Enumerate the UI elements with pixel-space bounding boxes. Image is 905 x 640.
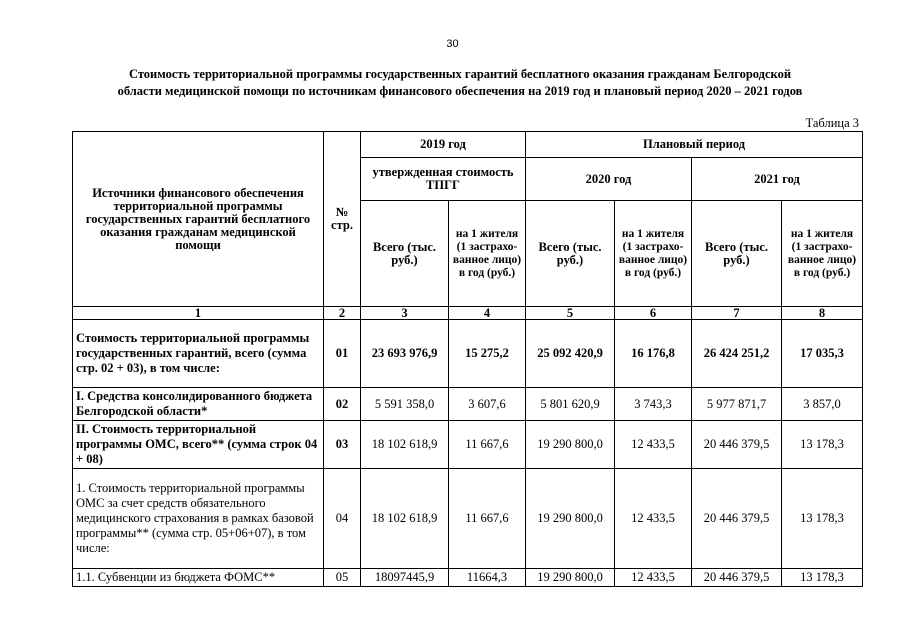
value-2020-per-resident: 12 433,5 <box>615 569 692 587</box>
value-2021-per-resident: 17 035,3 <box>782 320 863 388</box>
value-2019-per-resident: 11 667,6 <box>449 469 526 569</box>
column-number: 2 <box>324 307 361 320</box>
table-caption: Таблица 3 <box>805 116 859 130</box>
value-2019-per-resident: 3 607,6 <box>449 388 526 421</box>
value-2021-total: 20 446 379,5 <box>692 421 782 469</box>
table-row <box>73 320 863 388</box>
header-per-resident-2020: на 1 жителя (1 застрахо-ванное лицо) в год (руб.) <box>615 201 692 307</box>
value-2020-total: 5 801 620,9 <box>526 388 615 421</box>
header-2021: 2021 год <box>692 158 863 201</box>
value-2020-total: 25 092 420,9 <box>526 320 615 388</box>
value-2021-per-resident: 3 857,0 <box>782 388 863 421</box>
header-per-resident-2021: на 1 жителя (1 застрахо-ванное лицо) в год (руб.) <box>782 201 863 307</box>
value-2019-per-resident: 15 275,2 <box>449 320 526 388</box>
header-row-number: № стр. <box>324 132 361 307</box>
column-number: 6 <box>615 307 692 320</box>
value-2019-total: 23 693 976,9 <box>361 320 449 388</box>
value-2020-per-resident: 12 433,5 <box>615 421 692 469</box>
value-2020-per-resident: 3 743,3 <box>615 388 692 421</box>
row-source: II. Стоимость территориальной программы ОМС, всего** (сумма строк 04 + 08) <box>73 421 324 469</box>
value-2019-total: 18 102 618,9 <box>361 421 449 469</box>
table-row <box>73 421 863 469</box>
column-number: 4 <box>449 307 526 320</box>
value-2021-per-resident: 13 178,3 <box>782 569 863 587</box>
column-number: 3 <box>361 307 449 320</box>
header-2020: 2020 год <box>526 158 692 201</box>
header-per-resident-2019: на 1 жителя (1 застрахо-ванное лицо) в год (руб.) <box>449 201 526 307</box>
title-line-2: области медицинской помощи по источникам финансового обеспечения на 2019 год и плановый период 2020 – 2021 годов <box>117 84 803 98</box>
value-2020-total: 19 290 800,0 <box>526 469 615 569</box>
value-2021-total: 20 446 379,5 <box>692 569 782 587</box>
table-row <box>73 388 863 421</box>
value-2021-total: 5 977 871,7 <box>692 388 782 421</box>
column-number: 8 <box>782 307 863 320</box>
header-2019: 2019 год <box>361 132 526 158</box>
value-2021-per-resident: 13 178,3 <box>782 469 863 569</box>
value-2021-total: 20 446 379,5 <box>692 469 782 569</box>
value-2020-total: 19 290 800,0 <box>526 569 615 587</box>
row-source: Стоимость территориальной программы государственных гарантий, всего (сумма стр. 02 + 03), в том числе: <box>73 320 324 388</box>
header-total-2019: Всего (тыс. руб.) <box>361 201 449 307</box>
value-2020-per-resident: 12 433,5 <box>615 469 692 569</box>
table-row <box>73 569 863 587</box>
row-source: 1.1. Субвенции из бюджета ФОМС** <box>73 569 324 587</box>
value-2021-per-resident: 13 178,3 <box>782 421 863 469</box>
row-source: 1. Стоимость территориальной программы ОМС за счет средств обязательного медицинского страхования в рамках базовой программы** (сумма стр. 05+06+07), в том числе: <box>73 469 324 569</box>
row-number: 03 <box>324 421 361 469</box>
value-2019-total: 5 591 358,0 <box>361 388 449 421</box>
row-number: 04 <box>324 469 361 569</box>
value-2019-total: 18 102 618,9 <box>361 469 449 569</box>
page-number: 30 <box>446 38 459 50</box>
document-title <box>60 66 860 100</box>
row-number: 02 <box>324 388 361 421</box>
cost-table <box>72 131 863 587</box>
value-2020-total: 19 290 800,0 <box>526 421 615 469</box>
header-source: Источники финансового обеспечения территориальной программы государственных гарантий бесплатного оказания гражданам медицинской помощи <box>73 132 324 307</box>
column-number: 1 <box>73 307 324 320</box>
header-total-2020: Всего (тыс. руб.) <box>526 201 615 307</box>
header-planned-period: Плановый период <box>526 132 863 158</box>
table-row <box>73 469 863 569</box>
value-2019-per-resident: 11 667,6 <box>449 421 526 469</box>
row-number: 01 <box>324 320 361 388</box>
value-2019-per-resident: 11664,3 <box>449 569 526 587</box>
column-number: 7 <box>692 307 782 320</box>
value-2019-total: 18097445,9 <box>361 569 449 587</box>
column-number: 5 <box>526 307 615 320</box>
row-source: I. Средства консолидированного бюджета Белгородской области* <box>73 388 324 421</box>
header-approved-cost: утвержденная стоимость ТПГГ <box>361 158 526 201</box>
header-total-2021: Всего (тыс. руб.) <box>692 201 782 307</box>
value-2021-total: 26 424 251,2 <box>692 320 782 388</box>
row-number: 05 <box>324 569 361 587</box>
title-line-1: Стоимость территориальной программы государственных гарантий бесплатного оказания гражданам Белгородской <box>128 67 792 81</box>
value-2020-per-resident: 16 176,8 <box>615 320 692 388</box>
